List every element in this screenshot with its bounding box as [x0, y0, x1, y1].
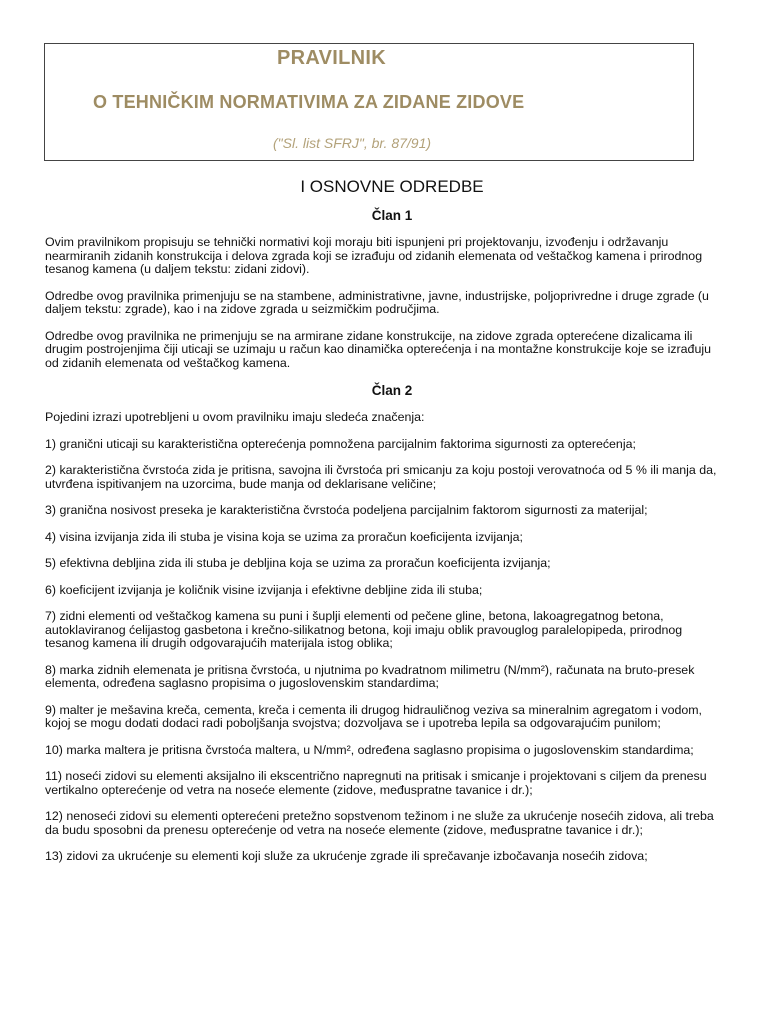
definition-item: 3) granična nosivost preseka je karakteristična čvrstoća podeljena parcijalnim faktorom sigurnosti za materijal; — [45, 503, 648, 517]
document-header-box — [44, 43, 694, 161]
article-2-intro: Pojedini izrazi upotrebljeni u ovom pravilniku imaju sledeća značenja: — [45, 410, 425, 424]
definition-item: 2) karakteristična čvrstoća zida je pritisna, savojna ili čvrstoća pri smicanju za koju postoji verovatnoća od 5 % ili manja da, utvrđena ispitivanjem na uzorcima, bude manja od deklarisane veličine; — [45, 463, 717, 491]
definition-item: 12) nenoseći zidovi su elementi opterećeni pretežno sopstvenom težinom i ne služe za ukrućenje nosećih zidova, ali treba da budu sposobni da prenesu opterećenje od vetra na noseće elemente (zidove, međuspratne tavanice i dr.); — [45, 809, 714, 837]
article-2-heading: Član 2 — [371, 383, 413, 398]
document-body — [45, 176, 725, 877]
definition-item: 9) malter je mešavina kreča, cementa, kreča i cementa ili drugog hidrauličnog veziva sa mineralnim agregatom i vodom, kojoj se mogu dodati dodaci radi poboljšanja svojstva; dozvoljava se i upotreba lepila sa odgovarajućim punilom; — [45, 702, 703, 730]
definition-item: 10) marka maltera je pritisna čvrstoća maltera, u N/mm², određena saglasno propisima o jugoslovenskim standardima; — [45, 742, 694, 757]
definition-item: 4) visina izvijanja zida ili stuba je visina koja se uzima za proračun koeficijenta izvijanja; — [45, 529, 523, 544]
definition-item: 13) zidovi za ukrućenje su elementi koji služe za ukrućenje zgrade ili sprečavanje izbočavanja nosećih zidova; — [45, 849, 648, 863]
article-1-heading: Član 1 — [371, 208, 413, 223]
article-1-paragraph: Ovim pravilnikom propisuju se tehnički normativi koji moraju biti ispunjeni pri projektovanju, izvođenju i održavanju nearmiranih zidanih konstrukcija i delova zgrada koji se izrađuju od zidanih elemenata od veštačkog kamena i prirodnog tesanog kamena (u daljem tekstu: zidani zidovi). — [45, 235, 703, 276]
definition-item: 8) marka zidnih elemenata je pritisna čvrstoća, u njutnima po kvadratnom milimetru (N/mm²), računata na bruto-presek elementa, određena saglasno propisima o jugoslovenskim standardima; — [45, 662, 695, 690]
gazette-reference: ("Sl. list SFRJ", br. 87/91) — [273, 135, 432, 151]
definition-item: 11) noseći zidovi su elementi aksijalno ili ekscentrično napregnuti na pritisak i smicanje i projektovani s ciljem da prenesu vertikalno opterećenje od vetra na noseće elemente (zidove, međuspratne tavanice i dr.); — [45, 769, 707, 797]
definition-item: 1) granični uticaji su karakteristična opterećenja pomnožena parcijalnim faktorima sigurnosti za opterećenja; — [45, 436, 636, 451]
definition-item: 5) efektivna debljina zida ili stuba je debljina koja se uzima za proračun koeficijenta izvijanja; — [45, 556, 551, 570]
document-title: PRAVILNIK — [277, 47, 386, 69]
article-1-paragraph: Odredbe ovog pravilnika ne primenjuju se na armirane zidane konstrukcije, na zidove zgrada opterećene dizalicama ili drugim postrojenjima čiji uticaji se uzimaju u račun kao dinamička opterećenja i na montažne konstrukcije koje se izrađuju od zidanih elemenata od veštačkog kamena. — [45, 328, 711, 370]
document-subtitle: O TEHNIČKIM NORMATIVIMA ZA ZIDANE ZIDOVE — [93, 92, 525, 112]
article-1-paragraph: Odredbe ovog pravilnika primenjuju se na stambene, administrativne, javne, industrijske, poljoprivredne i druge zgrade (u daljem tekstu: zgrade), kao i na zidove zgrada u seizmičkim područjima. — [45, 288, 709, 316]
definition-item: 6) koeficijent izvijanja je količnik visine izvijanja i efektivne debljine zida ili stuba; — [45, 582, 483, 597]
definition-item: 7) zidni elementi od veštačkog kamena su puni i šuplji elementi od pečene gline, betona, lakoagregatnog betona, autoklaviranog ćelijastog gasbetona i krečno-silikatnog betona, koji imaju oblik pravouglog paralelopipeda, prirodnog tesanog kamena ili drugih odgovarajućih materijala istog oblika; — [45, 609, 683, 650]
section-heading: I OSNOVNE ODREDBE — [300, 177, 484, 196]
